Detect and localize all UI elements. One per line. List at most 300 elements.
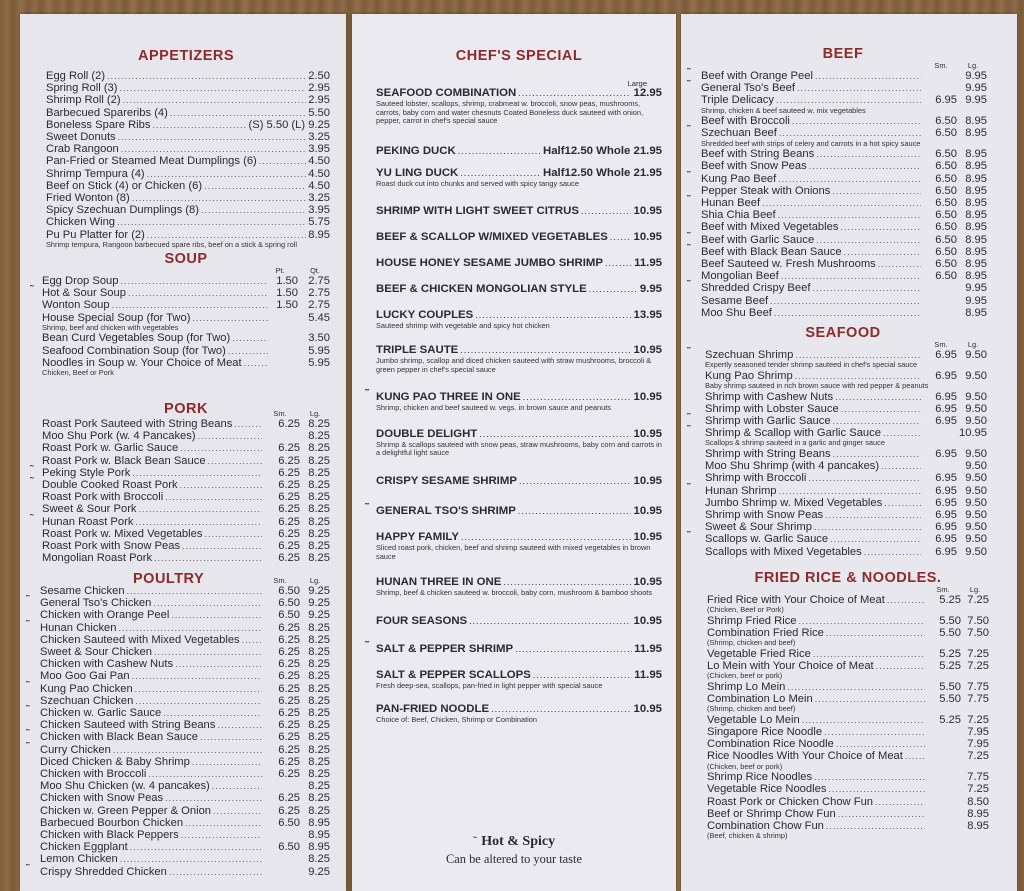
item-name: PAN-FRIED NOODLE — [376, 703, 490, 716]
item-price-large: 9.25 — [308, 865, 330, 878]
item-name: Moo Shu Pork (w. 4 Pancakes) — [42, 430, 196, 443]
hot-pepper-icon: ˜ — [26, 679, 30, 692]
item-price-large: 8.95 — [965, 306, 987, 319]
item-description: Baby shrimp sauteed in rich brown sauce with red pepper & peanuts — [705, 382, 929, 390]
item-description: Chicken, Beef or Pork — [42, 369, 114, 378]
leader-dots — [778, 173, 921, 185]
item-price: (S) 5.50 (L) 9.25 — [248, 118, 330, 131]
item-name: Hunan Chicken — [40, 621, 117, 634]
item-description: (Beef, chicken & shrimp) — [707, 832, 788, 841]
item-price-large: 8.25 — [308, 707, 330, 720]
hot-pepper-icon: ˜ — [687, 242, 691, 255]
item-name: Kung Pao Shrimp — [705, 369, 793, 382]
menu-item — [699, 509, 987, 521]
leader-dots — [841, 403, 921, 415]
item-price-small: 6.95 — [935, 369, 957, 382]
leader-dots — [180, 442, 262, 454]
item-price-small: 1.50 — [276, 287, 298, 300]
item-price-large: 9.50 — [965, 390, 987, 403]
item-name: HOUSE HONEY SESAME JUMBO SHRIMP — [376, 257, 604, 270]
item-name: Hunan Shrimp — [705, 484, 777, 497]
item-price-small: 5.50 — [939, 627, 961, 639]
menu-item — [687, 124, 987, 140]
item-price-large: 7.25 — [967, 713, 989, 726]
leader-dots — [881, 460, 921, 472]
item-name: DOUBLE DELIGHT — [376, 427, 478, 440]
item-name: Hot & Sour Soup — [42, 287, 126, 300]
item-description: Expertly seasoned tender shrimp sauteed in chef's special sauce — [705, 361, 918, 370]
menu-item — [46, 119, 330, 131]
item-description: Sliced roast pork, chicken, beef and shrimp sauteed with mixed vegetables in brown sauce — [376, 542, 651, 561]
item-price-small: 6.50 — [935, 184, 957, 197]
leader-dots — [152, 119, 246, 131]
item-price: 4.50 — [308, 179, 330, 192]
leader-dots — [905, 750, 925, 762]
leader-dots — [458, 144, 541, 158]
menu-item — [26, 862, 330, 878]
leader-dots — [589, 282, 638, 296]
chef-special-row — [376, 668, 662, 682]
leader-dots — [132, 192, 306, 204]
leader-dots — [816, 148, 921, 160]
item-price-large: 8.25 — [308, 621, 330, 634]
item-name: Peking Style Pork — [42, 466, 131, 479]
item-name: Combination Fried Rice — [707, 627, 824, 639]
item-name: Triple Delicacy — [701, 94, 774, 107]
item-name: Combination Lo Mein — [707, 693, 813, 705]
leader-dots — [475, 308, 631, 322]
hot-pepper-icon: ˜ — [30, 284, 34, 297]
item-price-large: 8.25 — [308, 430, 330, 443]
item-name: Beef with Snow Peas — [701, 160, 807, 173]
item-price-large: 8.25 — [308, 743, 330, 756]
item-name: Lo Mein with Your Choice of Meat — [707, 660, 874, 672]
pork-heading: PORK — [164, 401, 208, 417]
menu-item — [38, 853, 330, 865]
item-price-small: 6.25 — [278, 479, 300, 492]
hot-pepper-icon: ˜ — [472, 833, 478, 848]
item-name: HUNAN THREE IN ONE — [376, 576, 502, 589]
hot-pepper-icon: ˜ — [365, 639, 369, 652]
leader-dots — [830, 533, 921, 545]
leader-dots — [809, 160, 921, 172]
item-name: Hunan Beef — [701, 197, 761, 210]
appetizers-list — [42, 70, 330, 241]
leader-dots — [581, 204, 632, 218]
item-price-large: 8.95 — [965, 233, 987, 246]
leader-dots — [816, 234, 921, 246]
item-price-small: 6.25 — [278, 804, 300, 817]
leader-dots — [113, 744, 262, 756]
item-name: Crispy Shredded Chicken — [40, 865, 167, 878]
item-price-small: 6.25 — [278, 527, 300, 540]
item-price-small: 6.25 — [278, 515, 300, 528]
menu-item — [699, 160, 987, 172]
leader-dots — [835, 391, 921, 403]
item-price-large: 8.25 — [308, 670, 330, 683]
item-name: Singapore Rice Noodle — [707, 726, 823, 738]
menu-item — [699, 221, 987, 233]
item-name: Szechuan Shrimp — [705, 349, 794, 361]
leader-dots — [797, 82, 921, 94]
item-price-small: 5.25 — [939, 713, 961, 726]
leader-dots — [121, 275, 269, 287]
item-price-small: 6.25 — [278, 731, 300, 744]
menu-item — [38, 719, 330, 731]
item-price: 4.50 — [308, 155, 330, 168]
leader-dots — [217, 719, 262, 731]
item-name: Chicken with Cashew Nuts — [40, 658, 174, 671]
menu-item — [38, 585, 330, 597]
item-price-small: 5.25 — [939, 660, 961, 672]
item-name: Jumbo Shrimp w. Mixed Vegetables — [705, 496, 883, 509]
leader-dots — [833, 448, 921, 460]
item-name: Egg Drop Soup — [42, 275, 119, 287]
menu-panel-left — [20, 14, 346, 891]
menu-item — [707, 783, 989, 795]
menu-item — [38, 756, 330, 768]
hot-pepper-icon: ˜ — [687, 79, 691, 92]
item-name: CRISPY SESAME SHRIMP — [376, 474, 517, 487]
chef-special-row — [365, 501, 662, 518]
item-price-small: 6.25 — [278, 454, 300, 467]
chef-special-item — [376, 308, 662, 331]
leader-dots — [182, 540, 262, 552]
item-price-large: 9.25 — [308, 597, 330, 610]
item-description: Choice of: Beef, Chicken, Shrimp or Combination — [376, 715, 538, 725]
item-price: Half12.50 Whole 21.95 — [542, 144, 662, 157]
leader-dots — [112, 299, 268, 311]
item-price-small: 6.25 — [278, 755, 300, 768]
leader-dots — [884, 497, 921, 509]
menu-item — [38, 670, 330, 682]
item-description: Sauteed shrimp with vegetable and spicy hot chicken — [376, 321, 550, 331]
item-name: Bean Curd Vegetables Soup (for Two) — [42, 332, 231, 345]
item-name: Wonton Soup — [42, 299, 110, 312]
leader-dots — [787, 681, 925, 693]
menu-item — [46, 192, 330, 204]
leader-dots — [204, 528, 262, 540]
leader-dots — [825, 509, 921, 521]
item-name: SHRIMP WITH LIGHT SWEET CITRUS — [376, 205, 579, 218]
menu-item — [42, 455, 330, 467]
menu-item — [687, 230, 987, 246]
item-price-large: 8.95 — [965, 127, 987, 140]
menu-item — [699, 521, 987, 533]
menu-item — [38, 792, 330, 804]
hot-pepper-icon: ˜ — [26, 594, 30, 607]
item-price-large: 8.25 — [308, 694, 330, 707]
item-description: Jumbo shrimp, scallop and diced chicken sauteed with straw mushrooms, broccoli & green pepper in chef's special sauce — [376, 355, 652, 374]
leader-dots — [792, 115, 921, 127]
pork-list — [30, 418, 330, 565]
item-name: Combination Rice Noodle — [707, 738, 834, 751]
hot-pepper-icon: ˜ — [30, 463, 34, 476]
item-name: Moo Shu Shrimp (with 4 pancakes) — [705, 460, 880, 473]
item-price-small: 6.50 — [935, 258, 957, 271]
item-name: LUCKY COUPLES — [376, 309, 474, 322]
item-description: Shredded beef with strips of celery and carrots in a hot spicy sauce — [701, 139, 921, 148]
item-price-large: 9.50 — [965, 460, 987, 473]
item-name: Spicy Szechuan Dumplings (8) — [46, 204, 199, 217]
hot-pepper-icon: ˜ — [687, 424, 691, 437]
item-name: Chicken w. Garlic Sauce — [40, 707, 162, 720]
item-price: 10.95 — [633, 576, 662, 589]
item-name: Shrimp Roll (2) — [46, 94, 121, 107]
item-name: Beef with Black Bean Sauce — [701, 245, 842, 258]
item-price-small: 6.25 — [278, 682, 300, 695]
item-price-large: 8.25 — [308, 682, 330, 695]
item-price-large: 9.25 — [308, 585, 330, 597]
hot-pepper-icon: ˜ — [26, 618, 30, 631]
menu-item — [38, 634, 330, 646]
item-name: Seafood Combination Soup (for Two) — [42, 344, 226, 357]
item-price: 5.50 — [308, 106, 330, 119]
item-price-large: 7.50 — [967, 614, 989, 627]
leader-dots — [875, 796, 925, 808]
leader-dots — [479, 427, 631, 441]
item-name: Sweet & Sour Shrimp — [705, 521, 812, 534]
item-price-large: 8.50 — [967, 795, 989, 808]
item-price-large: 5.95 — [308, 356, 330, 369]
menu-item — [699, 460, 987, 472]
leader-dots — [120, 853, 262, 865]
item-price-small: 5.50 — [939, 614, 961, 627]
menu-item — [699, 472, 987, 484]
hot-pepper-icon: ˜ — [30, 512, 34, 525]
item-price-small: 6.50 — [278, 816, 300, 829]
menu-item — [38, 658, 330, 670]
item-price: 3.25 — [308, 131, 330, 144]
item-name: Egg Roll (2) — [46, 70, 106, 82]
item-name: Curry Chicken — [40, 743, 111, 756]
item-name: Shrimp with Snow Peas — [705, 509, 824, 522]
leader-dots — [130, 841, 262, 853]
menu-item — [687, 79, 987, 95]
item-name: Vegetable Lo Mein — [707, 713, 800, 726]
item-price-large: 3.50 — [308, 332, 330, 345]
item-price: 5.75 — [308, 216, 330, 229]
menu-item — [707, 714, 989, 726]
leader-dots — [876, 660, 925, 672]
item-price-small: 6.25 — [278, 658, 300, 671]
menu-item — [42, 430, 330, 442]
item-price-large: 8.95 — [967, 820, 989, 833]
item-price-small: 6.95 — [935, 94, 957, 107]
hot-pepper-icon: ˜ — [687, 412, 691, 424]
leader-dots — [815, 693, 925, 705]
item-name: General Tso's Chicken — [40, 597, 152, 610]
menu-item — [42, 491, 330, 503]
hot-spicy-legend — [352, 832, 676, 850]
leader-dots — [814, 771, 925, 783]
leader-dots — [824, 726, 925, 738]
item-price-large: 7.25 — [967, 594, 989, 606]
item-name: Beef with String Beans — [701, 148, 815, 161]
chef-special-item — [365, 388, 662, 413]
leader-dots — [840, 221, 921, 233]
menu-item — [46, 229, 330, 241]
leader-dots — [762, 197, 921, 209]
leader-dots — [120, 82, 307, 94]
menu-item — [26, 740, 330, 756]
item-name: Shia Chia Beef — [701, 209, 776, 222]
item-name: Barbecued Bourbon Chicken — [40, 816, 184, 829]
item-price-large: 8.95 — [965, 258, 987, 271]
item-name: TRIPLE SAUTE — [376, 343, 459, 356]
chef-special-item — [365, 501, 662, 518]
leader-dots — [832, 185, 921, 197]
item-name: Roast Pork Sauteed with String Beans — [42, 418, 233, 430]
altered-note: Can be altered to your taste — [446, 852, 582, 866]
leader-dots — [844, 246, 921, 258]
menu-item — [46, 180, 330, 192]
item-price-small: 6.25 — [278, 540, 300, 553]
leader-dots — [107, 70, 306, 82]
poultry-list — [26, 585, 330, 878]
item-name: Chicken with Orange Peel — [40, 609, 170, 622]
item-price-large: 8.25 — [308, 731, 330, 744]
leader-dots — [812, 282, 921, 294]
item-name: Beef with Garlic Sauce — [701, 233, 815, 246]
leader-dots — [234, 418, 262, 430]
item-price-small: 6.25 — [278, 466, 300, 479]
leader-dots — [515, 642, 632, 656]
item-name: Moo Shu Chicken (w. 4 pancakes) — [40, 780, 210, 793]
item-price-large: 8.25 — [308, 804, 330, 817]
item-description: Shrimp, beef and chicken with vegetables — [42, 323, 179, 332]
item-price-large: 9.95 — [965, 294, 987, 307]
item-price-small: 6.25 — [278, 503, 300, 516]
leader-dots — [212, 780, 262, 792]
menu-item — [687, 530, 987, 546]
item-price-small: 6.95 — [935, 533, 957, 546]
item-price-small: 6.25 — [278, 743, 300, 756]
item-description: Sauteed lobster, scallops, shrimp, crabmeat w. broccoli, snow peas, mushrooms, carrots, baby corn and water chesnuts Coated Boneless duck sauteed with onion, pepper, carrot in chef's special sauce — [376, 99, 644, 126]
item-price-small: 6.95 — [935, 349, 957, 361]
chef-special-item — [376, 668, 662, 691]
menu-item — [687, 279, 987, 295]
leader-dots — [826, 627, 925, 639]
item-price-large: 8.25 — [308, 515, 330, 528]
hot-pepper-icon: ˜ — [687, 346, 691, 358]
menu-item — [699, 448, 987, 460]
item-name: Fried Wonton (8) — [46, 192, 130, 205]
menu-item — [42, 540, 330, 552]
item-price-large: 9.50 — [965, 472, 987, 485]
leader-dots — [518, 504, 632, 518]
item-price-small: 6.95 — [935, 402, 957, 415]
item-price: 10.95 — [633, 343, 662, 356]
item-price-large: 7.75 — [967, 771, 989, 784]
item-name: Sweet Donuts — [46, 131, 116, 144]
item-name: Chicken with Snow Peas — [40, 792, 164, 805]
item-price-large: 8.25 — [308, 491, 330, 504]
item-name: Chicken with Broccoli — [40, 768, 147, 781]
chef-special-item — [376, 474, 662, 488]
leader-dots — [128, 287, 268, 299]
item-price-large: 2.75 — [308, 275, 330, 287]
poultry-heading: POULTRY — [133, 571, 205, 587]
chef-special-item — [376, 204, 662, 218]
leader-dots — [828, 783, 925, 795]
menu-item — [46, 155, 330, 167]
menu-item — [707, 726, 989, 738]
fried-rice-noodles-list — [707, 594, 989, 841]
item-price-large: 8.25 — [308, 540, 330, 553]
item-name: PEKING DUCK — [376, 144, 456, 157]
item-name: Noodles in Soup w. Your Choice of Meat — [42, 356, 242, 369]
leader-dots — [119, 622, 263, 634]
item-price-large: 9.50 — [965, 402, 987, 415]
item-name: Shrimp with Garlic Sauce — [705, 415, 831, 427]
leader-dots — [139, 503, 262, 515]
menu-item — [46, 143, 330, 155]
item-price-large: 9.50 — [965, 415, 987, 427]
chef-special-row — [376, 166, 662, 180]
leader-dots — [533, 668, 632, 682]
leader-dots — [887, 594, 925, 606]
item-price-large: 8.25 — [308, 719, 330, 732]
item-description: Shrimp & scallops sauteed with snow peas, straw mushrooms, baby corn and carrots in a delightful light sauce — [376, 439, 662, 458]
menu-item — [707, 660, 989, 672]
item-price: 3.25 — [308, 192, 330, 205]
leader-dots — [135, 516, 262, 528]
item-price-large: 9.50 — [965, 484, 987, 497]
item-price-large: 5.95 — [308, 344, 330, 357]
item-price: 11.95 — [634, 257, 662, 270]
item-name: Vegetable Rice Noodles — [707, 783, 827, 796]
leader-dots — [242, 634, 262, 646]
chef-special-item — [376, 256, 662, 270]
chef-special-row — [376, 204, 662, 218]
leader-dots — [814, 521, 921, 533]
item-name: Scallops w. Garlic Sauce — [705, 533, 829, 546]
menu-item — [26, 618, 330, 634]
chef-special-row — [376, 230, 662, 244]
item-price-small: 6.25 — [278, 694, 300, 707]
seafood-list — [687, 346, 987, 558]
poultry-size-header: Sm. Lg. — [273, 576, 321, 585]
item-name: Shrimp with Cashew Nuts — [705, 390, 834, 403]
item-price-small: 6.25 — [278, 670, 300, 683]
item-price-large: 8.95 — [965, 160, 987, 173]
chef-special-item — [376, 575, 662, 598]
leader-dots — [503, 575, 631, 589]
item-name: Mongolian Beef — [701, 270, 779, 283]
menu-item — [46, 204, 330, 216]
hot-spicy-label: Hot & Spicy — [481, 834, 556, 849]
menu-item — [46, 216, 330, 228]
chef-special-row — [376, 343, 662, 357]
leader-dots — [883, 427, 921, 439]
item-name: SALT & PEPPER SCALLOPS — [376, 668, 531, 681]
chef-special-row — [376, 474, 662, 488]
item-name: Chicken with Black Peppers — [40, 829, 179, 842]
menu-item — [707, 808, 989, 820]
leader-dots — [153, 597, 262, 609]
item-description: (Shrimp, chicken and beef) — [707, 639, 796, 648]
leader-dots — [469, 614, 631, 628]
item-name: Double Cooked Roast Pork — [42, 479, 178, 492]
item-name: Shrimp Lo Mein — [707, 680, 786, 693]
leader-dots — [833, 415, 921, 427]
item-price: 10.95 — [633, 504, 662, 517]
item-price-small: 6.50 — [278, 841, 300, 854]
item-price: Half12.50 Whole 21.95 — [542, 166, 662, 179]
item-price-large: 8.95 — [965, 221, 987, 234]
chef-special-item — [376, 282, 662, 296]
